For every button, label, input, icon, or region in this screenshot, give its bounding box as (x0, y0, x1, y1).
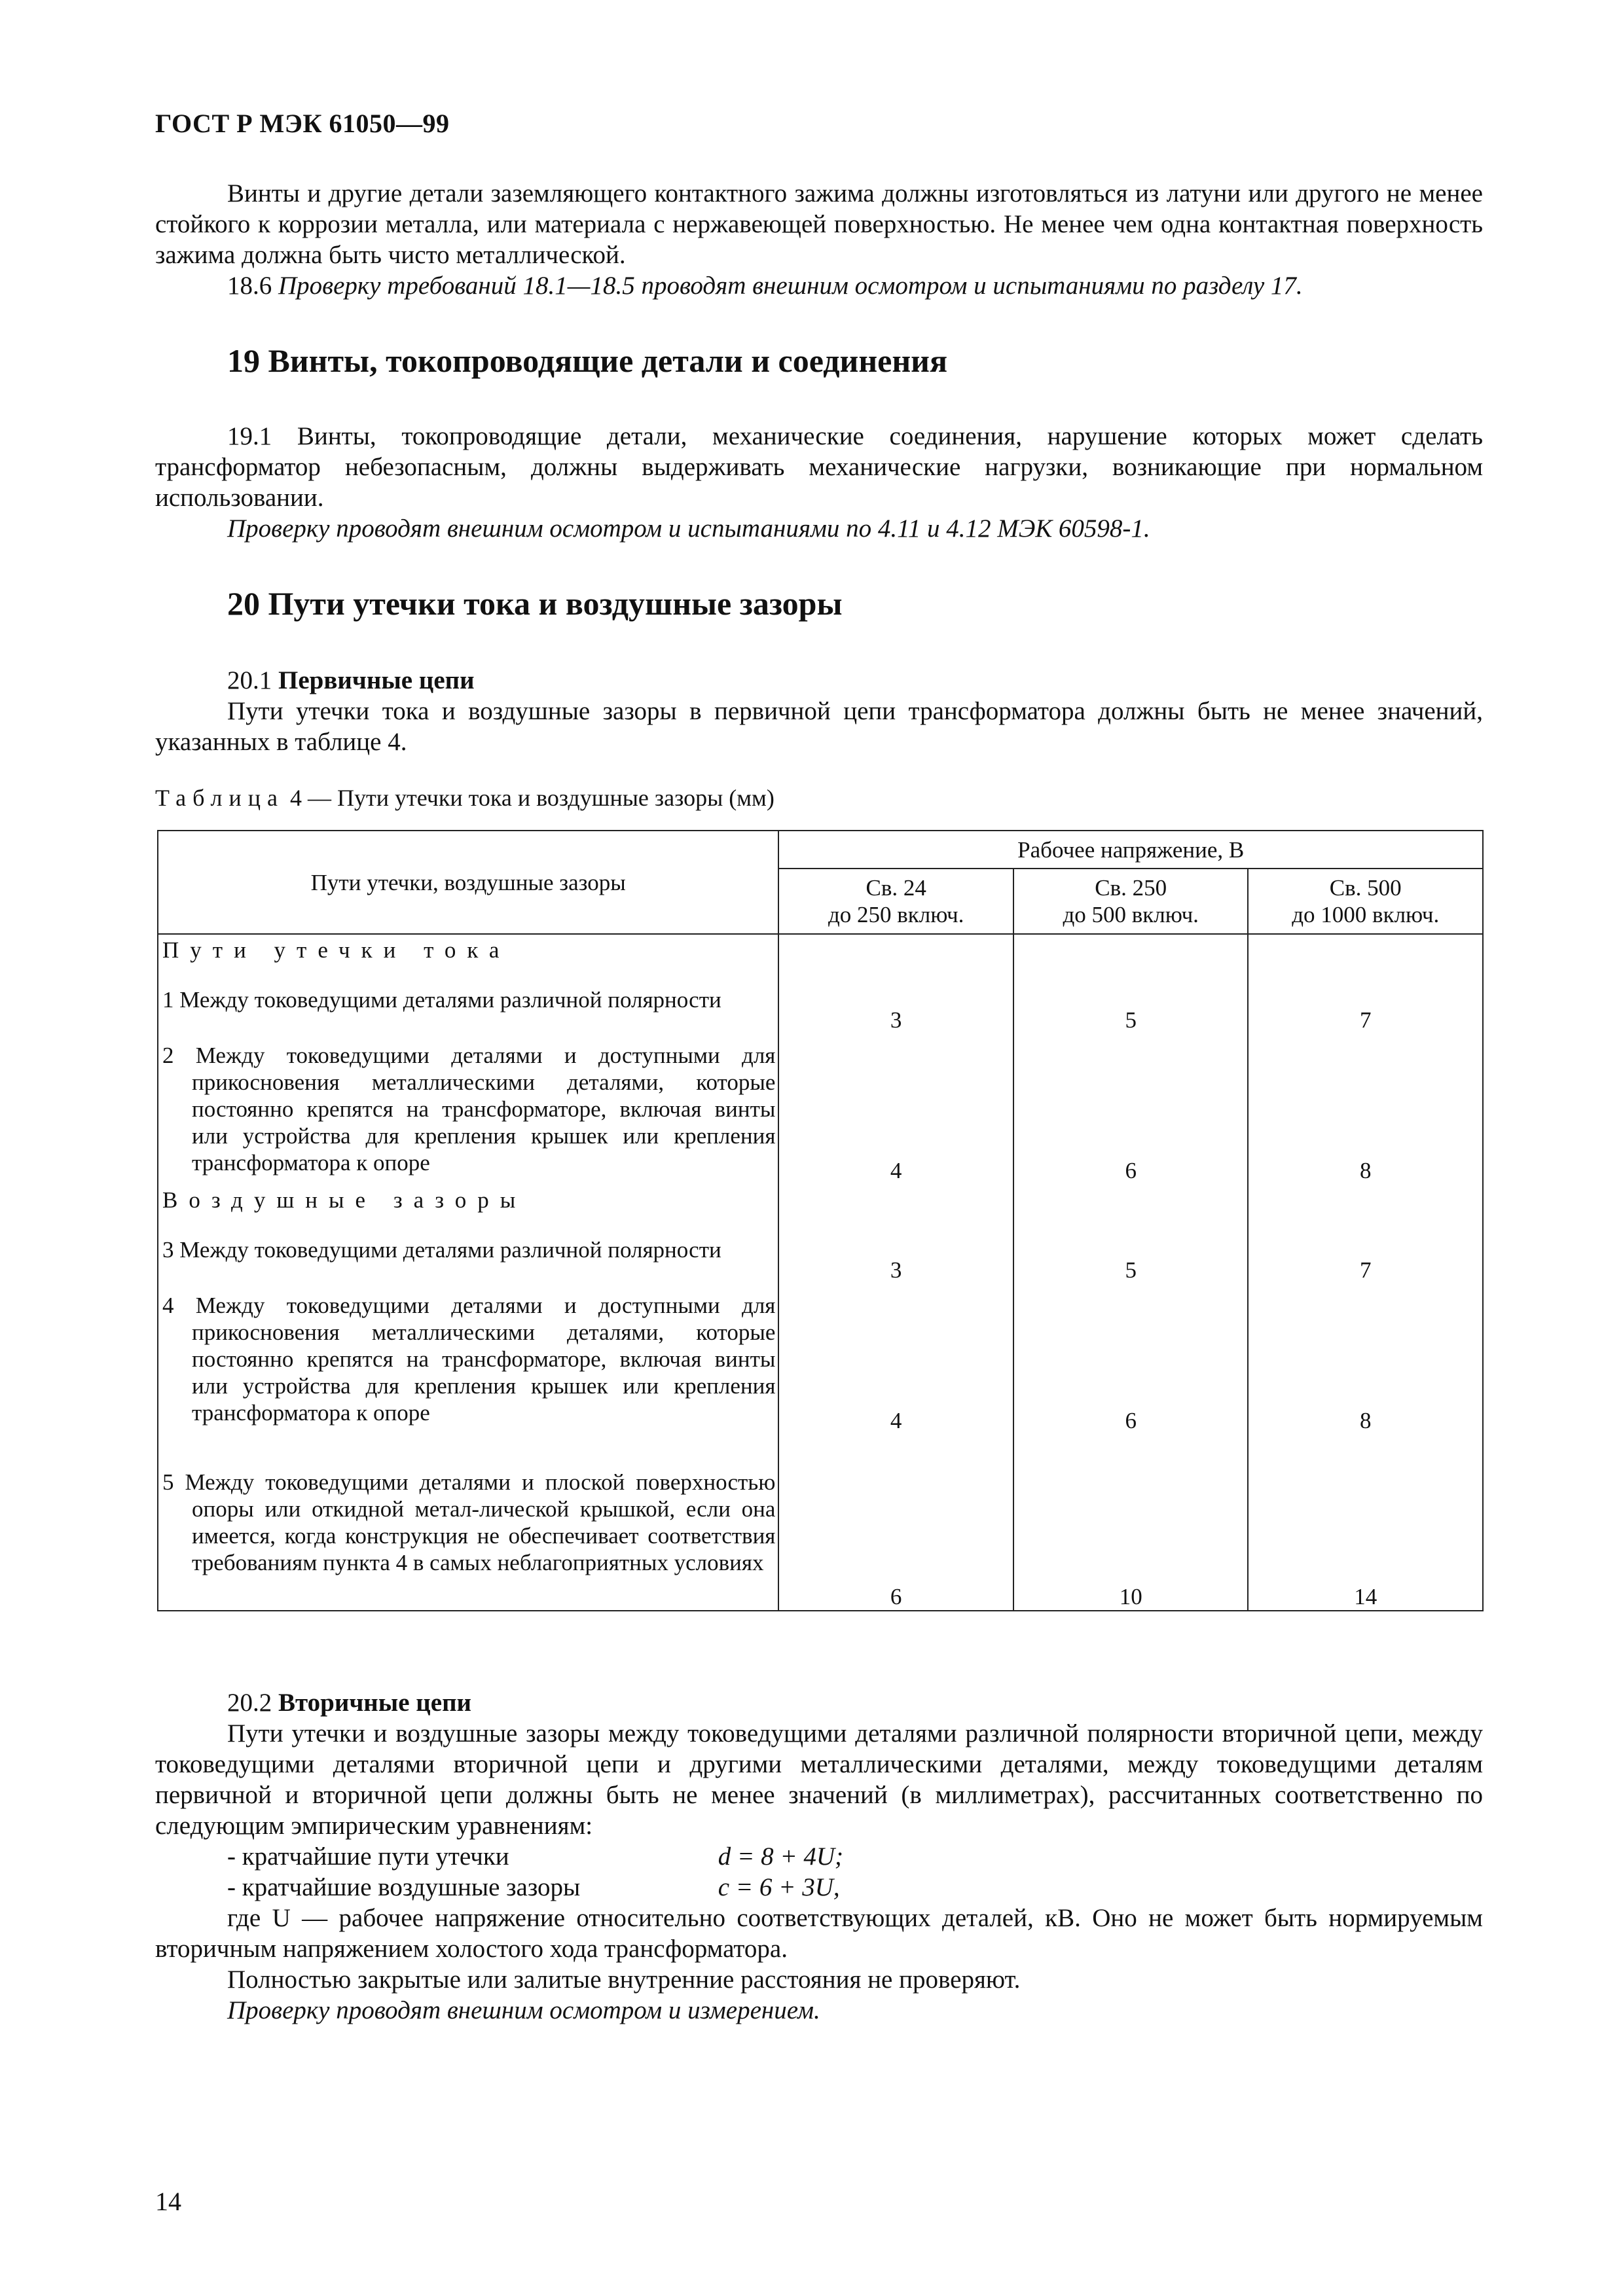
section-20-title: 20 Пути утечки тока и воздушные зазоры (227, 585, 843, 622)
table-row (158, 1434, 1483, 1611)
table-row (158, 1283, 1483, 1434)
clause-number: 18.6 (227, 272, 272, 300)
table-header-working-voltage: Рабочее напряжение, В (778, 831, 1483, 869)
table-header-voltage-3: Св. 500 до 1000 включ. (1248, 869, 1483, 934)
table-row-label: 5 Между токоведущими деталями и плоской поверхностью опоры или откидной метал-лической крышкой, если она имеется, когда конструкция не обеспечивает соответствия требованиям пункта 4 в самых неблагоприятных условиях (158, 1434, 778, 1611)
subsection-number: 20.1 (227, 666, 272, 694)
clause-text: Проверку требований 18.1—18.5 проводят внешним осмотром и испытаниями по разделу 17. (278, 272, 1303, 300)
table-cell: 14 (1248, 1434, 1483, 1611)
table-cell: 8 (1248, 1283, 1483, 1434)
table-header-parameter: Пути утечки, воздушные зазоры (158, 831, 778, 934)
table-cell: 3 (778, 965, 1013, 1033)
table-cell: 6 (1013, 1283, 1249, 1434)
formula-label: - кратчайшие пути утечки (227, 1842, 509, 1871)
table-cell: 5 (1013, 965, 1249, 1033)
paragraph-check-measure: Проверку проводят внешним осмотром и измерением. (227, 1996, 820, 2024)
paragraph-closed-distances: Полностью закрытые или залитые внутренние расстояния не проверяют. (227, 1965, 1021, 1994)
section-19-title: 19 Винты, токопроводящие детали и соединения (227, 342, 948, 379)
page-number: 14 (155, 2187, 181, 2216)
table-cell: 7 (1248, 1215, 1483, 1283)
formula-creepage (227, 1841, 1471, 1872)
formula-clearance (227, 1872, 1471, 1903)
table-row (158, 1215, 1483, 1283)
formula-label: - кратчайшие воздушные зазоры (227, 1873, 581, 1901)
table-caption-text: 4 — Пути утечки тока и воздушные зазоры (мм) (289, 785, 775, 811)
formula: d = 8 + 4U; (718, 1842, 844, 1871)
table-cell: 4 (778, 1283, 1013, 1434)
paragraph-20-1: Пути утечки тока и воздушные зазоры в первичной цепи трансформатора должны быть не менее значений, указанных в таблице 4. (155, 697, 1483, 756)
document-header: ГОСТ Р МЭК 61050—99 (155, 109, 450, 138)
paragraph-20-2: Пути утечки и воздушные зазоры между токоведущими деталями различной полярности вторичной цепи, между токоведущими деталями вторичной цепи и другими металлическими деталями, между токоведущими деталям первичной и вторичной цепи должны быть не менее значений (в миллиметрах), рассчитанных соответственно по следующим эмпирическим уравнениям: (155, 1719, 1483, 1840)
table-row-label: 3 Между токоведущими деталями различной полярности (158, 1215, 778, 1283)
table-cell: 10 (1013, 1434, 1249, 1611)
table-cell: 6 (1013, 1033, 1249, 1184)
paragraph-grounding-screws: Винты и другие детали заземляющего контактного зажима должны изготовляться из латуни или другого не менее стойкого к коррозии металла, или материала с нержавеющей поверхностью. Не менее чем одна контактная поверхность зажима должна быть чисто металлической. (155, 179, 1483, 269)
table-header-voltage-1: Св. 24 до 250 включ. (778, 869, 1013, 934)
table-row-label: 2 Между токоведущими деталями и доступными для прикосновения металлическими деталями, которые постоянно крепятся на трансформаторе, включая винты или устройства для крепления крышек или крепления трансформатора к опоре (158, 1033, 778, 1184)
table-cell: 6 (778, 1434, 1013, 1611)
table-caption (155, 784, 775, 812)
paragraph-18-6 (227, 270, 1484, 301)
table-creepage-clearance (157, 830, 1484, 1611)
table-row (158, 965, 1483, 1033)
table-row-label: 1 Между токоведущими деталями различной полярности (158, 965, 778, 1033)
subsection-title: Вторичные цепи (278, 1689, 472, 1717)
table-row (158, 1033, 1483, 1184)
table-row-label: 4 Между токоведущими деталями и доступными для прикосновения металлическими деталями, которые постоянно крепятся на трансформаторе, включая винты или устройства для крепления крышек или крепления трансформатора к опоре (158, 1283, 778, 1434)
table-header-voltage-2: Св. 250 до 500 включ. (1013, 869, 1249, 934)
table-cell: 8 (1248, 1033, 1483, 1184)
subsection-20-1-heading (227, 665, 475, 696)
table-cell: 5 (1013, 1215, 1249, 1283)
paragraph-19-1: 19.1 Винты, токопроводящие детали, механические соединения, нарушение которых может сделать трансформатор небезопасным, должны выдерживать механические нагрузки, возникающие при нормальном использовании. (155, 422, 1483, 512)
table-cell: 3 (778, 1215, 1013, 1283)
table-cell: 7 (1248, 965, 1483, 1033)
table-group-clearance: Воздушные зазоры (158, 1184, 778, 1215)
subsection-title: Первичные цепи (278, 666, 475, 694)
table-caption-word: Таблица (155, 785, 284, 811)
paragraph-19-1-check: Проверку проводят внешним осмотром и испытаниями по 4.11 и 4.12 МЭК 60598-1. (227, 514, 1150, 543)
formula: c = 6 + 3U, (718, 1873, 840, 1901)
paragraph-where-u: где U — рабочее напряжение относительно соответствующих деталей, кВ. Оно не может быть нормируемым вторичным напряжением холостого хода трансформатора. (155, 1904, 1483, 1963)
table-group-creepage: Пути утечки тока (158, 934, 778, 965)
subsection-number: 20.2 (227, 1689, 272, 1717)
subsection-20-2-heading (227, 1687, 471, 1718)
table-cell: 4 (778, 1033, 1013, 1184)
